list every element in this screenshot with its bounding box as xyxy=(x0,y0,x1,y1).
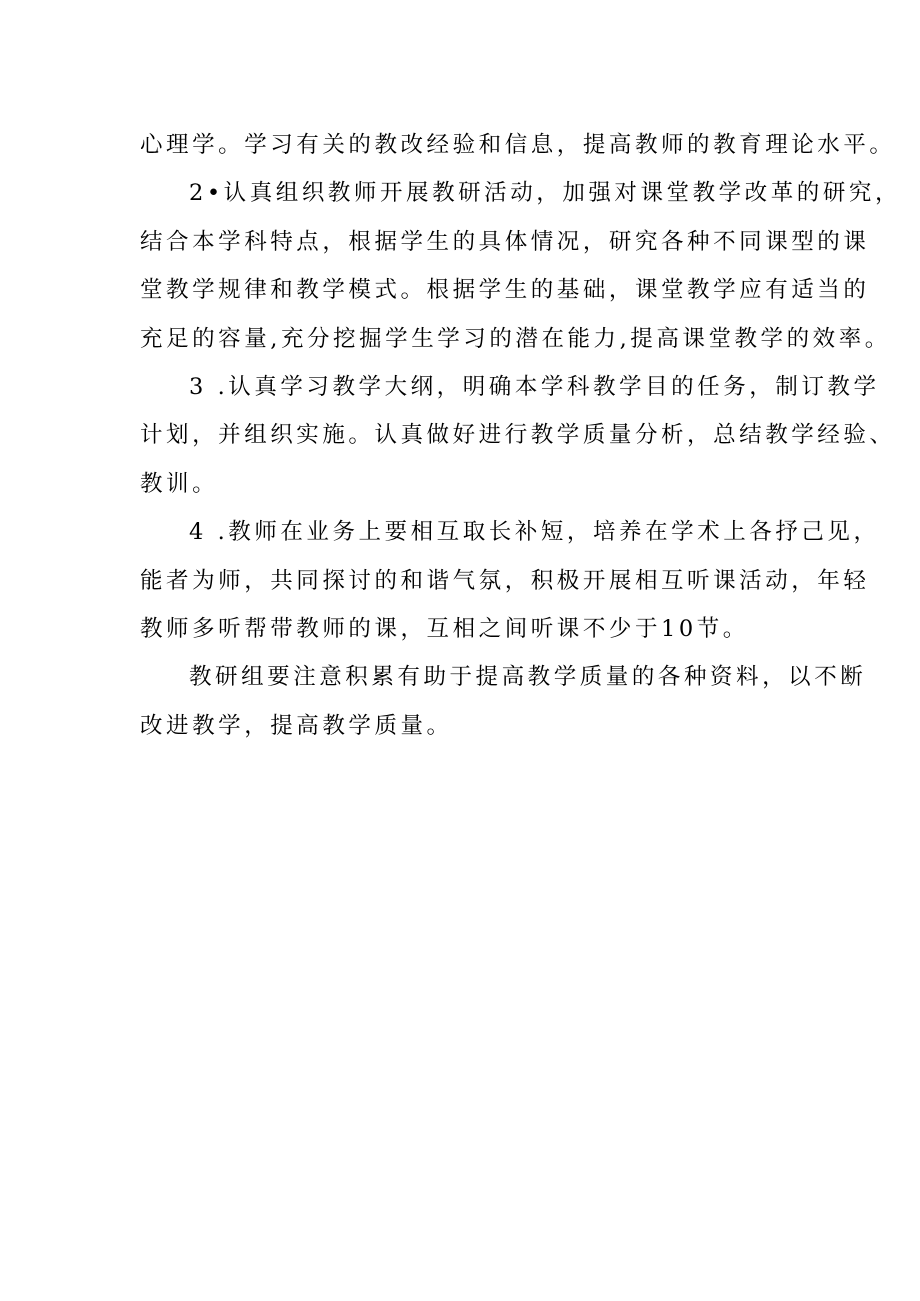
paragraph-line: 教师多听帮带教师的课，互相之间听课不少于10节。 xyxy=(140,615,749,642)
paragraph-line: 2•认真组织教师开展教研活动，加强对课堂教学改革的研究， xyxy=(189,180,901,207)
paragraph-line: 心理学。学习有关的教改经验和信息，提高教师的教育理论水平。 xyxy=(140,132,896,158)
paragraph-line: 堂教学规律和教学模式。根据学生的基础，课堂教学应有适当的 xyxy=(140,277,870,304)
paragraph-line: 4 .教师在业务上要相互取长补短，培养在学术上各抒己见， xyxy=(189,519,880,546)
paragraph-line: 改进教学，提高教学质量。 xyxy=(140,712,453,739)
paragraph-line: 充足的容量,充分挖掘学生学习的潜在能力,提高课堂教学的效率。 xyxy=(140,325,891,352)
paragraph-line: 3 .认真学习教学大纲，明确本学科教学目的任务，制订教学 xyxy=(189,373,880,400)
paragraph-line: 计划，并组织实施。认真做好进行教学质量分析，总结教学经验、 xyxy=(140,422,896,449)
paragraph-line: 结合本学科特点，根据学生的具体情况，研究各种不同课型的课 xyxy=(140,228,870,255)
paragraph-line: 教训。 xyxy=(140,470,219,497)
paragraph-line: 能者为师，共同探讨的和谐气氛，积极开展相互听课活动，年轻 xyxy=(140,567,870,594)
paragraph-line: 教研组要注意积累有助于提高教学质量的各种资料，以不断 xyxy=(189,664,867,691)
document-page xyxy=(140,126,901,755)
